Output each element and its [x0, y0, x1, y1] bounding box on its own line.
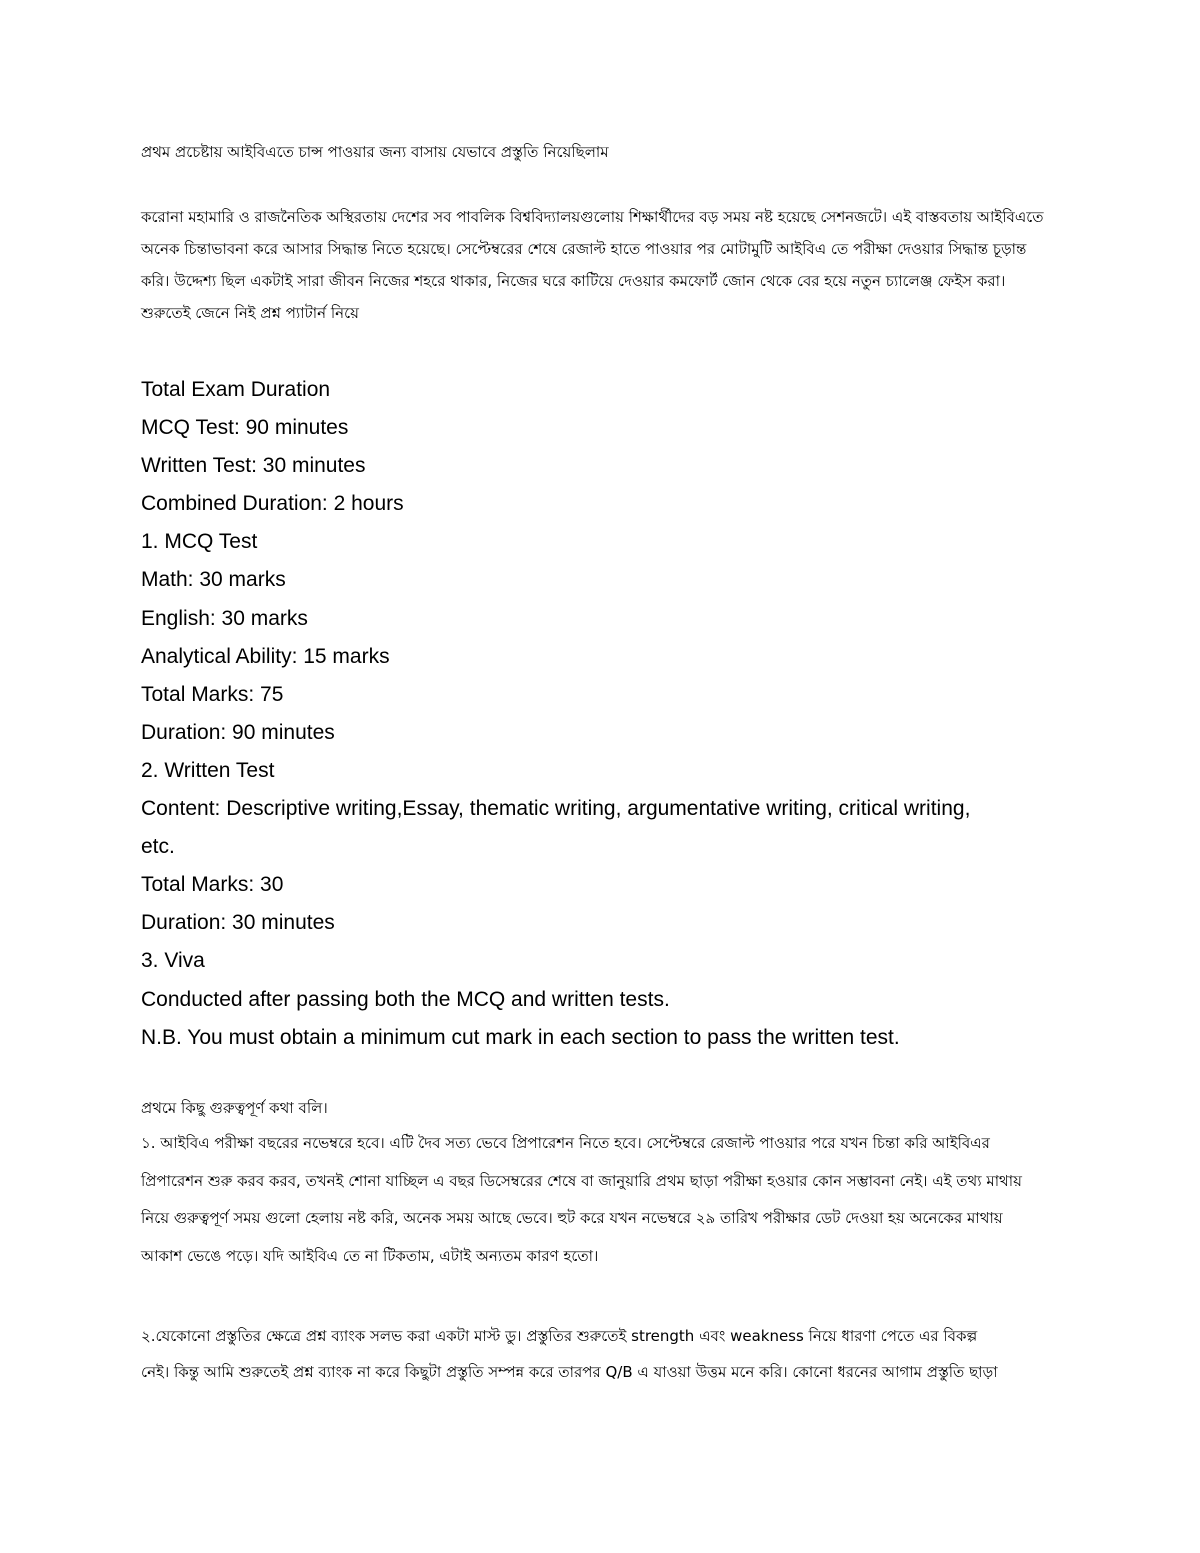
- point-one-line: ১. আইবিএ পরীক্ষা বছরের নভেম্বরে হবে। এটি দৈব সত্য ভেবে প্রিপারেশন নিতে হবে। সেপ্টেম্বরে রেজাল্ট পাওয়ার পরে যখন চিন্তা করি আইবিএর: [141, 1134, 990, 1152]
- math-marks: Math: 30 marks: [141, 568, 286, 592]
- viva-condition: Conducted after passing both the MCQ and written tests.: [141, 987, 670, 1011]
- mcq-duration-detail: Duration: 90 minutes: [141, 720, 335, 744]
- point-two-line: ২.যেকোনো প্রস্তুতির ক্ষেত্রে প্রশ্ন ব্যাংক সলভ করা একটা মাস্ট ডু। প্রস্তুতির শুরুতেই strength এবং weakness নিয়ে ধারণা পেতে এর বিকল্প: [141, 1327, 978, 1345]
- written-content: Content: Descriptive writing,Essay, thematic writing, argumentative writing, critical writing,: [141, 797, 971, 821]
- point-two-paragraph: [141, 1318, 1061, 1390]
- written-total-marks: Total Marks: 30: [141, 873, 284, 897]
- exam-duration-heading: Total Exam Duration: [141, 378, 331, 401]
- english-marks: English: 30 marks: [141, 606, 308, 630]
- intro-line: শুরুতেই জেনে নিই প্রশ্ন প্যাটার্ন নিয়ে: [141, 304, 359, 322]
- cut-mark-note: N.B. You must obtain a minimum cut mark in each section to pass the written test.: [141, 1025, 900, 1049]
- point-one-paragraph: [141, 1125, 1061, 1275]
- point-one-line: আকাশ ভেঙে পড়ে। যদি আইবিএ তে না টিকতাম, এটাই অন্যতম কারণ হতো।: [141, 1246, 599, 1265]
- article-title: প্রথম প্রচেষ্টায় আইবিএতে চান্স পাওয়ার জন্য বাসায় যেভাবে প্রস্তুতি নিয়েছিলাম: [141, 143, 609, 161]
- written-duration: Written Test: 30 minutes: [141, 454, 366, 478]
- intro-line: করি। উদ্দেশ্য ছিল একটাই সারা জীবন নিজের শহরে থাকার, নিজের ঘরে কাটিয়ে দেওয়ার কমফোর্ট জোন থেকে বের হয়ে নতুন চ্যালেঞ্জ ফেইস করা।: [141, 272, 1006, 290]
- intro-paragraph: [141, 201, 1061, 329]
- point-one-line: প্রিপারেশন শুরু করব করব, তখনই শোনা যাচ্ছিল এ বছর ডিসেম্বরের শেষে বা জানুয়ারি প্রথম ছাড়া পরীক্ষা হওয়ার কোন সম্ভাবনা নেই। এই তথ্য মাথায়: [141, 1171, 1022, 1190]
- analytical-marks: Analytical Ability: 15 marks: [141, 644, 390, 668]
- mcq-heading: 1. MCQ Test: [141, 530, 258, 554]
- point-two-line: নেই। কিন্তু আমি শুরুতেই প্রশ্ন ব্যাংক না করে কিছুটা প্রস্তুতি সম্পন্ন করে তারপর Q/B এ যাওয়া উত্তম মনে করি। কোনো ধরনের আগাম প্রস্তুতি ছাড়া: [141, 1363, 998, 1381]
- mcq-duration: MCQ Test: 90 minutes: [141, 416, 349, 440]
- mcq-total-marks: Total Marks: 75: [141, 682, 284, 706]
- point-one-line: নিয়ে গুরুত্বপূর্ণ সময় গুলো হেলায় নষ্ট করি, অনেক সময় আছে ভেবে। হুট করে যখন নভেম্বরে ২৯ তারিখ পরীক্ষার ডেট দেওয়া হয় অনেকের মাথায়: [141, 1209, 1003, 1227]
- intro-line: অনেক চিন্তাভাবনা করে আসার সিদ্ধান্ত নিতে হয়েছে। সেপ্টেম্বরের শেষে রেজাল্ট হাতে পাওয়ার পর মোটামুটি আইবিএ তে পরীক্ষা দেওয়ার সিদ্ধান্ত চূড়ান্ত: [141, 240, 1027, 258]
- written-heading: 2. Written Test: [141, 758, 275, 782]
- combined-duration: Combined Duration: 2 hours: [141, 492, 404, 516]
- viva-heading: 3. Viva: [141, 949, 205, 973]
- intro-line: করোনা মহামারি ও রাজনৈতিক অস্থিরতায় দেশের সব পাবলিক বিশ্ববিদ্যালয়গুলোয় শিক্ষার্থীদের বড় সময় নষ্ট হয়েছে সেশনজটে। এই বাস্তবতায় আইবিএতে: [141, 208, 1044, 226]
- written-content-continued: etc.: [141, 835, 175, 859]
- written-duration-detail: Duration: 30 minutes: [141, 911, 335, 935]
- important-heading: প্রথমে কিছু গুরুত্বপূর্ণ কথা বলি।: [141, 1099, 328, 1117]
- exam-pattern-section: [141, 371, 1061, 1057]
